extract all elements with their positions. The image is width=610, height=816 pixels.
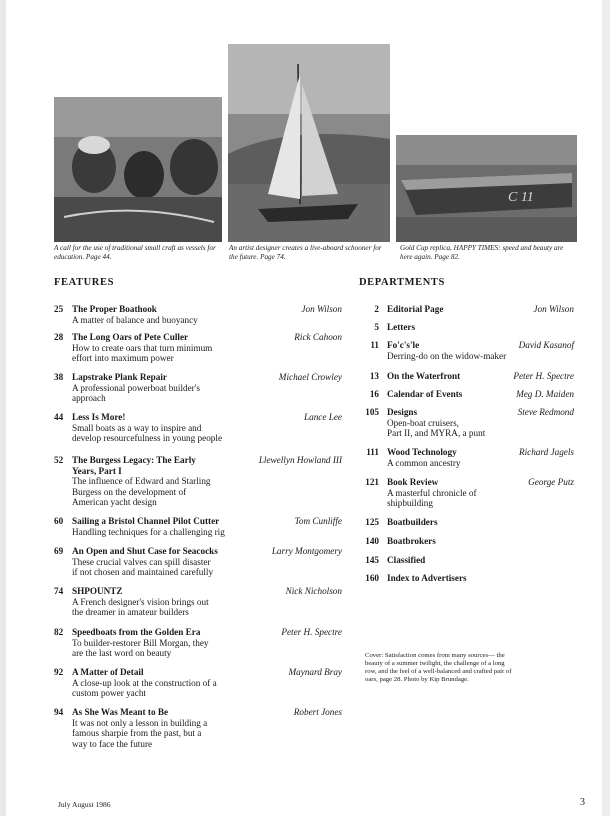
entry-author: Nick Nicholson [285,586,342,596]
entry-page-number: 121 [365,477,379,487]
entry-title: Less Is More! [72,412,126,422]
entry-page-number: 145 [365,555,379,565]
entry-author: Meg D. Maiden [516,389,574,399]
entry-page-number: 94 [54,707,64,717]
entry-page-number: 160 [365,573,379,583]
features-entry[interactable] [54,455,342,508]
entry-page-number: 44 [54,412,64,422]
entry-page-number: 5 [374,322,379,332]
entry-description: Derring-do on the widow-maker [387,350,507,361]
entry-title: An Open and Shut Case for Seacocks [72,546,218,556]
entry-title: Calendar of Events [387,389,463,399]
page-number: 3 [580,797,585,808]
entry-author: Michael Crowley [278,372,342,382]
entry-author: Tom Cunliffe [294,516,342,526]
entry-page-number: 125 [365,517,379,527]
cover-note: Cover: Satisfaction comes from many sources— the beauty of a summer twilight, the challenge of a long row, and the feel of a well-balanced and crafted pair of oars, page 28. Photo by Kip Brundage. [365,652,512,683]
right-border [602,0,610,816]
features-entry[interactable] [54,372,342,404]
entry-page-number: 11 [370,340,379,350]
entry-page-number: 38 [54,372,64,382]
entry-page-number: 2 [374,304,379,314]
entry-author: Lance Lee [303,412,342,422]
entry-title: Wood Technology [387,447,457,457]
departments-entry[interactable] [359,477,574,509]
entry-title: Index to Advertisers [387,573,467,583]
features-entry[interactable] [54,627,342,659]
departments-entry[interactable] [359,407,574,439]
departments-entry[interactable] [359,555,574,566]
entry-page-number: 92 [54,667,64,677]
entry-description: A matter of balance and buoyancy [72,314,198,325]
features-entry[interactable] [54,546,342,578]
entry-title: Boatbuilders [387,517,438,527]
entry-description: How to create oars that turn minimum effort into maximum power [72,342,213,364]
departments-entry[interactable] [359,340,574,361]
departments-entry[interactable] [359,447,574,468]
entry-author: Rick Cahoon [294,332,342,342]
entry-author: Richard Jagels [518,447,574,457]
entry-author: Jon Wilson [533,304,574,314]
entry-description: A common ancestry [387,457,461,468]
entry-description: Small boats as a way to inspire and develop resourcefulness in young people [72,422,223,444]
departments-entry[interactable] [359,304,574,315]
features-entry[interactable] [54,586,342,618]
entry-title: Letters [387,322,416,332]
entry-title: Boatbrokers [387,536,436,546]
entry-title: The Proper Boathook [72,304,157,314]
entry-author: Peter H. Spectre [281,627,342,637]
departments-entry[interactable] [359,573,574,584]
entry-title: Editorial Page [387,304,444,314]
entry-author: David Kasanof [518,340,574,350]
entry-title: On the Waterfront [387,371,461,381]
entry-description: It was not only a lesson in building a famous sharpie from the past, but a way to face the future [72,717,208,749]
entry-description: A close-up look at the construction of a custom power yacht [72,677,217,699]
entry-title: Designs [387,407,418,417]
entry-author: George Putz [528,477,574,487]
entry-description: To builder-restorer Bill Morgan, they are the last word on beauty [72,637,209,659]
departments-heading: DEPARTMENTS [359,277,445,288]
entry-page-number: 28 [54,332,64,342]
entry-title: The Long Oars of Pete Culler [72,332,189,342]
features-entry[interactable] [54,516,342,537]
features-entry[interactable] [54,707,342,749]
boat-number: C 11 [508,190,534,205]
entry-title: Lapstrake Plank Repair [72,372,167,382]
entry-page-number: 13 [369,371,379,381]
entry-description: These crucial valves can spill disaster if not chosen and maintained carefully [72,556,214,578]
entry-page-number: 52 [54,455,64,465]
entry-author: Maynard Bray [288,667,342,677]
entry-author: Peter H. Spectre [513,371,574,381]
entry-title: SHPOUNTZ [72,586,123,596]
entry-author: Llewellyn Howland III [258,455,342,465]
issue-date: July August 1986 [58,800,111,809]
features-entry[interactable] [54,412,342,444]
entry-title: Speedboats from the Golden Era [72,627,201,637]
entry-description: Handling techniques for a challenging rig [72,526,225,537]
entry-title: Classified [387,555,426,565]
entry-page-number: 140 [365,536,379,546]
photo-crew [54,97,222,242]
entry-title: Sailing a Bristol Channel Pilot Cutter [72,516,220,526]
entry-author: Larry Montgomery [271,546,342,556]
photo-speedboat [396,135,577,242]
entry-page-number: 105 [365,407,379,417]
entry-description: A masterful chronicle of shipbuilding [387,487,477,509]
entry-title: As She Was Meant to Be [72,707,169,717]
entry-page-number: 69 [54,546,64,556]
entry-author: Robert Jones [293,707,342,717]
entry-description: A French designer's vision brings out the dreamer in amateur builders [72,596,209,618]
departments-entry[interactable] [359,517,574,528]
departments-entry[interactable] [359,536,574,547]
features-heading: FEATURES [54,277,115,288]
caption-right: Gold Cup replica, HAPPY TIMES: speed and beauty are here again. Page 82. [400,244,564,261]
entry-page-number: 74 [54,586,64,596]
left-border [0,0,6,816]
caption-center: An artist designer creates a live-aboard schooner for the future. Page 74. [229,244,382,261]
entry-description: A professional powerboat builder's approach [72,382,200,404]
entry-author: Jon Wilson [301,304,342,314]
entry-page-number: 60 [54,516,64,526]
entry-title: The Burgess Legacy: The Early Years, Part I [72,455,196,476]
entry-page-number: 111 [366,447,379,457]
entry-description: Open-boat cruisers, Part II, and MYRA, a punt [387,417,486,439]
photo-schooner [228,44,390,242]
features-entry[interactable] [54,304,342,325]
departments-entry[interactable] [359,371,574,382]
departments-entry[interactable] [359,322,574,333]
entry-title: Fo'c's'le [387,340,420,350]
features-entry[interactable] [54,667,342,699]
departments-entry[interactable] [359,389,574,400]
entry-description: The influence of Edward and Starling Burgess on the development of American yacht design [72,476,211,508]
entry-page-number: 16 [369,389,379,399]
entry-title: Book Review [387,477,439,487]
entry-title: A Matter of Detail [72,667,144,677]
entry-author: Steve Redmond [517,407,574,417]
entry-page-number: 25 [54,304,64,314]
caption-left: A call for the use of traditional small craft as vessels for education. Page 44. [54,244,216,261]
entry-page-number: 82 [54,627,64,637]
features-entry[interactable] [54,332,342,364]
